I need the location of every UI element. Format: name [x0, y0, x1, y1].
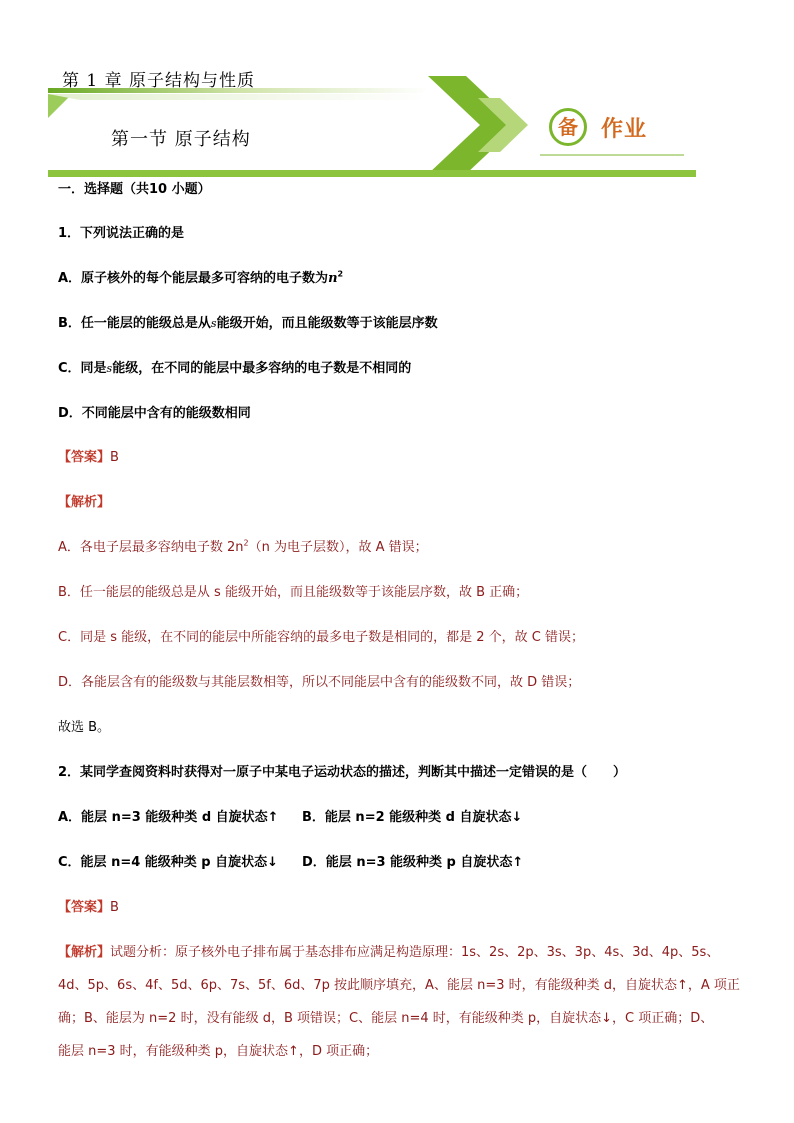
chevron-big [428, 76, 518, 174]
q1-option-c: C．同是s能级，在不同的能层中最多容纳的电子数是不相同的 [58, 361, 412, 376]
q1-analysis-tag: 【解析】 [58, 495, 111, 510]
q1-explain-d: D．各能层含有的能级数与其能层数相等，所以不同能层中含有的能级数不同，故 D 错误； [58, 675, 581, 690]
header-banner [0, 0, 794, 190]
section-heading: 一．选择题（共10 小题） [58, 182, 211, 197]
q1-option-b: B．任一能层的能级总是从s能级开始，而且能级数等于该能层序数 [58, 316, 438, 331]
bottom-band [48, 170, 696, 177]
q2-option-d: D．能层 n=3 能级种类 p 自旋状态↑ [302, 855, 524, 870]
question-2-stem: 2．某同学查阅资料时获得对一原子中某电子运动状态的描述，判断其中描述一定错误的是（ ） [58, 765, 627, 780]
q1-explain-c: C．同是 s 能级，在不同的能层中所能容纳的最多电子数是相同的，都是 2 个，故 C 错误； [58, 630, 584, 645]
q2-option-c: C．能层 n=4 能级种类 p 自旋状态↓ [58, 855, 279, 870]
badge-label: 作业 [601, 117, 648, 142]
fade-band [48, 94, 430, 100]
badge-icon: 备 [549, 108, 587, 146]
q1-answer: 【答案】B [58, 450, 119, 465]
q2-option-b: B．能层 n=2 能级种类 d 自旋状态↓ [302, 810, 523, 825]
q1-explain-a: A．各电子层最多容纳电子数 $2n^2(n$ 为电子层数），故 A 错误； [58, 538, 428, 555]
chapter-title: 第 1 章 原子结构与性质 [62, 71, 256, 91]
left-wedge [48, 94, 70, 118]
section-title: 第一节 原子结构 [111, 129, 251, 150]
q2-answer: 【答案】B [58, 900, 119, 915]
q2-analysis-line-2: 4d、5p、6s、4f、5d、6p、7s、5f、6d、7p 按此顺序填充，A、能层 n=3 时，有能级种类 d，自旋状态↑，A 项正 [58, 978, 740, 993]
q2-option-a: A．能层 n=3 能级种类 d 自旋状态↑ [58, 810, 279, 825]
q2-analysis-line-4: 能层 n=3 时，有能级种类 p，自旋状态↑，D 项正确； [58, 1044, 379, 1059]
q1-option-d: D．不同能层中含有的能级数相同 [58, 406, 251, 421]
q1-option-a: A．原子核外的每个能层最多可容纳的电子数为$n^2$ [58, 269, 344, 286]
question-1-stem: 1．下列说法正确的是 [58, 226, 185, 241]
q1-conclusion: 故选 B。 [58, 720, 111, 735]
q1-explain-b: B．任一能层的能级总是从 s 能级开始，而且能级数等于该能层序数，故 B 正确； [58, 585, 529, 600]
header-graphic [0, 0, 794, 190]
q2-analysis-line-3: 确；B、能层为 n=2 时，没有能级 d，B 项错误；C、能层 n=4 时，有能级种类 p，自旋状态↓，C 项正确；D、 [58, 1011, 714, 1026]
q2-analysis-line-1: 【解析】试题分析：原子核外电子排布属于基态排布应满足构造原理：1s、2s、2p、3s、3p、4s、3d、4p、5s、 [58, 945, 720, 960]
